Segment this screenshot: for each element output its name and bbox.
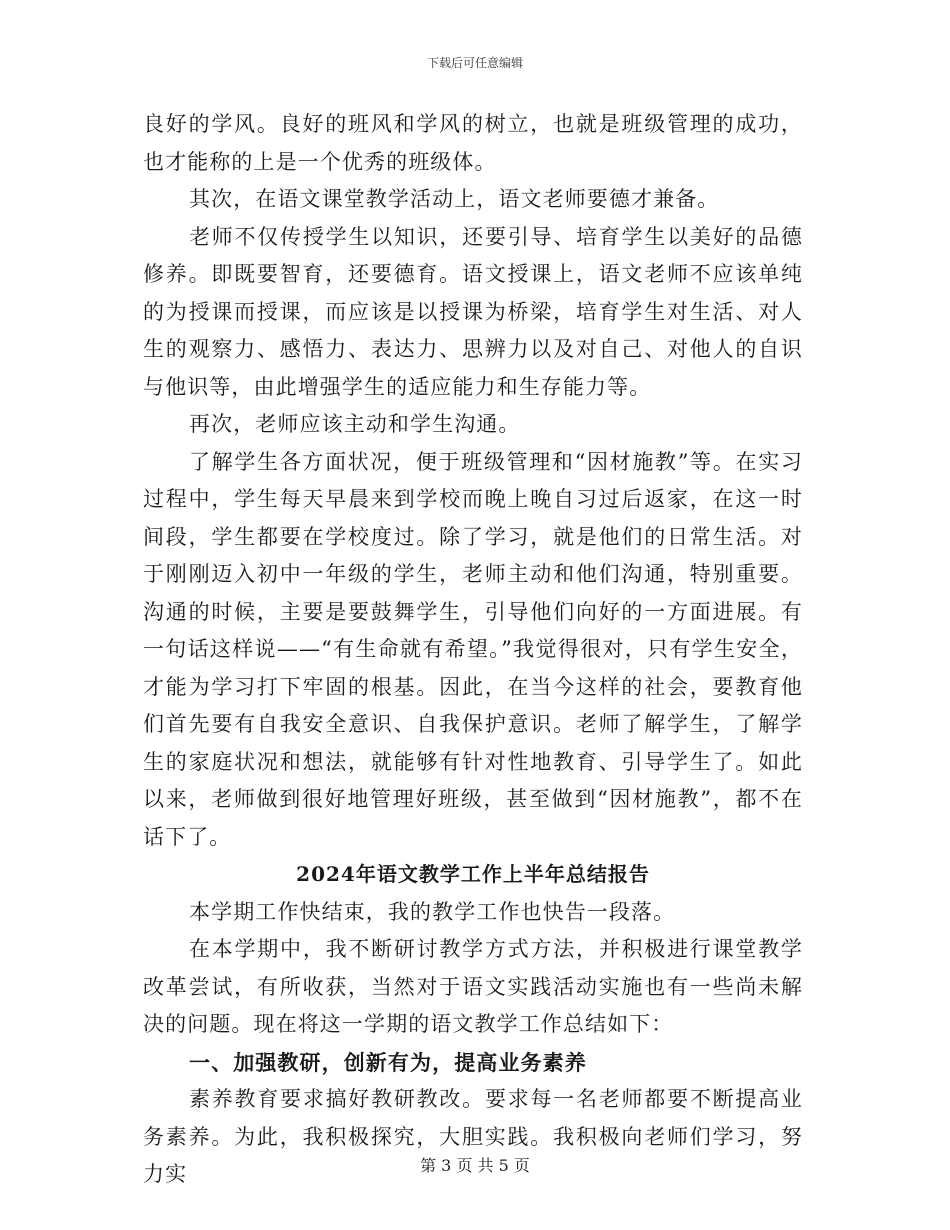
paragraph-1: 良好的学风。良好的班风和学风的树立，也就是班级管理的成功，也才能称的上是一个优秀的班级体。 [143, 112, 803, 174]
paragraph-4: 再次，老师应该主动和学生沟通。 [189, 412, 521, 436]
paragraph-5: 了解学生各方面状况，便于班级管理和“因材施教”等。在实习过程中，学生每天早晨来到学校而晚上晚自习过后返家，在这一时间段，学生都要在学校度过。除了学习，就是他们的日常生活。对于刚刚迈入初中一年级的学生，老师主动和他们沟通，特别重要。沟通的时候，主要是要鼓舞学生，引导他们向好的一方面进展。有一句话这样说——“有生命就有希望。”我觉得很对，只有学生安全，才能为学习打下牢固的根基。因此，在当今这样的社会，要教育他们首先要有自我安全意识、自我保护意识。老师了解学生，了解学生的家庭状况和想法，就能够有针对性地教育、引导学生了。如此以来，老师做到很好地管理好班级，甚至做到“因材施教”，都不在话下了。 [143, 449, 803, 849]
paragraph-3: 老师不仅传授学生以知识，还要引导、培育学生以美好的品德修养。即既要智育，还要德育。语文授课上，语文老师不应该单纯的为授课而授课，而应该是以授课为桥梁，培育学生对生活、对人生的观察力、感悟力、表达力、思辨力以及对自己、对他人的自识与他识等，由此增强学生的适应能力和生存能力等。 [143, 224, 803, 399]
report-title: 2024年语文教学工作上半年总结报告 [296, 862, 650, 886]
paragraph-6: 本学期工作快结束，我的教学工作也快告一段落。 [189, 899, 676, 924]
document-body [143, 106, 803, 1194]
page-header: 下载后可任意编辑 [426, 56, 523, 70]
paragraph-2: 其次，在语文课堂教学活动上，语文老师要德才兼备。 [189, 187, 720, 211]
paragraph-8: 素养教育要求搞好教研教改。要求每一名老师都要不断提高业务素养。为此，我积极探究，大胆实践。我积极向老师们学习，努力实 [143, 1087, 803, 1186]
page-number: 第 3 页 共 5 页 [420, 1156, 530, 1175]
paragraph-7: 在本学期中，我不断研讨教学方式方法，并积极进行课堂教学改革尝试，有所收获，当然对于语文实践活动实施也有一些尚未解决的问题。现在将这一学期的语文教学工作总结如下： [143, 937, 803, 1036]
section-1-heading: 一、加强教研，创新有为，提高业务素养 [189, 1049, 587, 1075]
